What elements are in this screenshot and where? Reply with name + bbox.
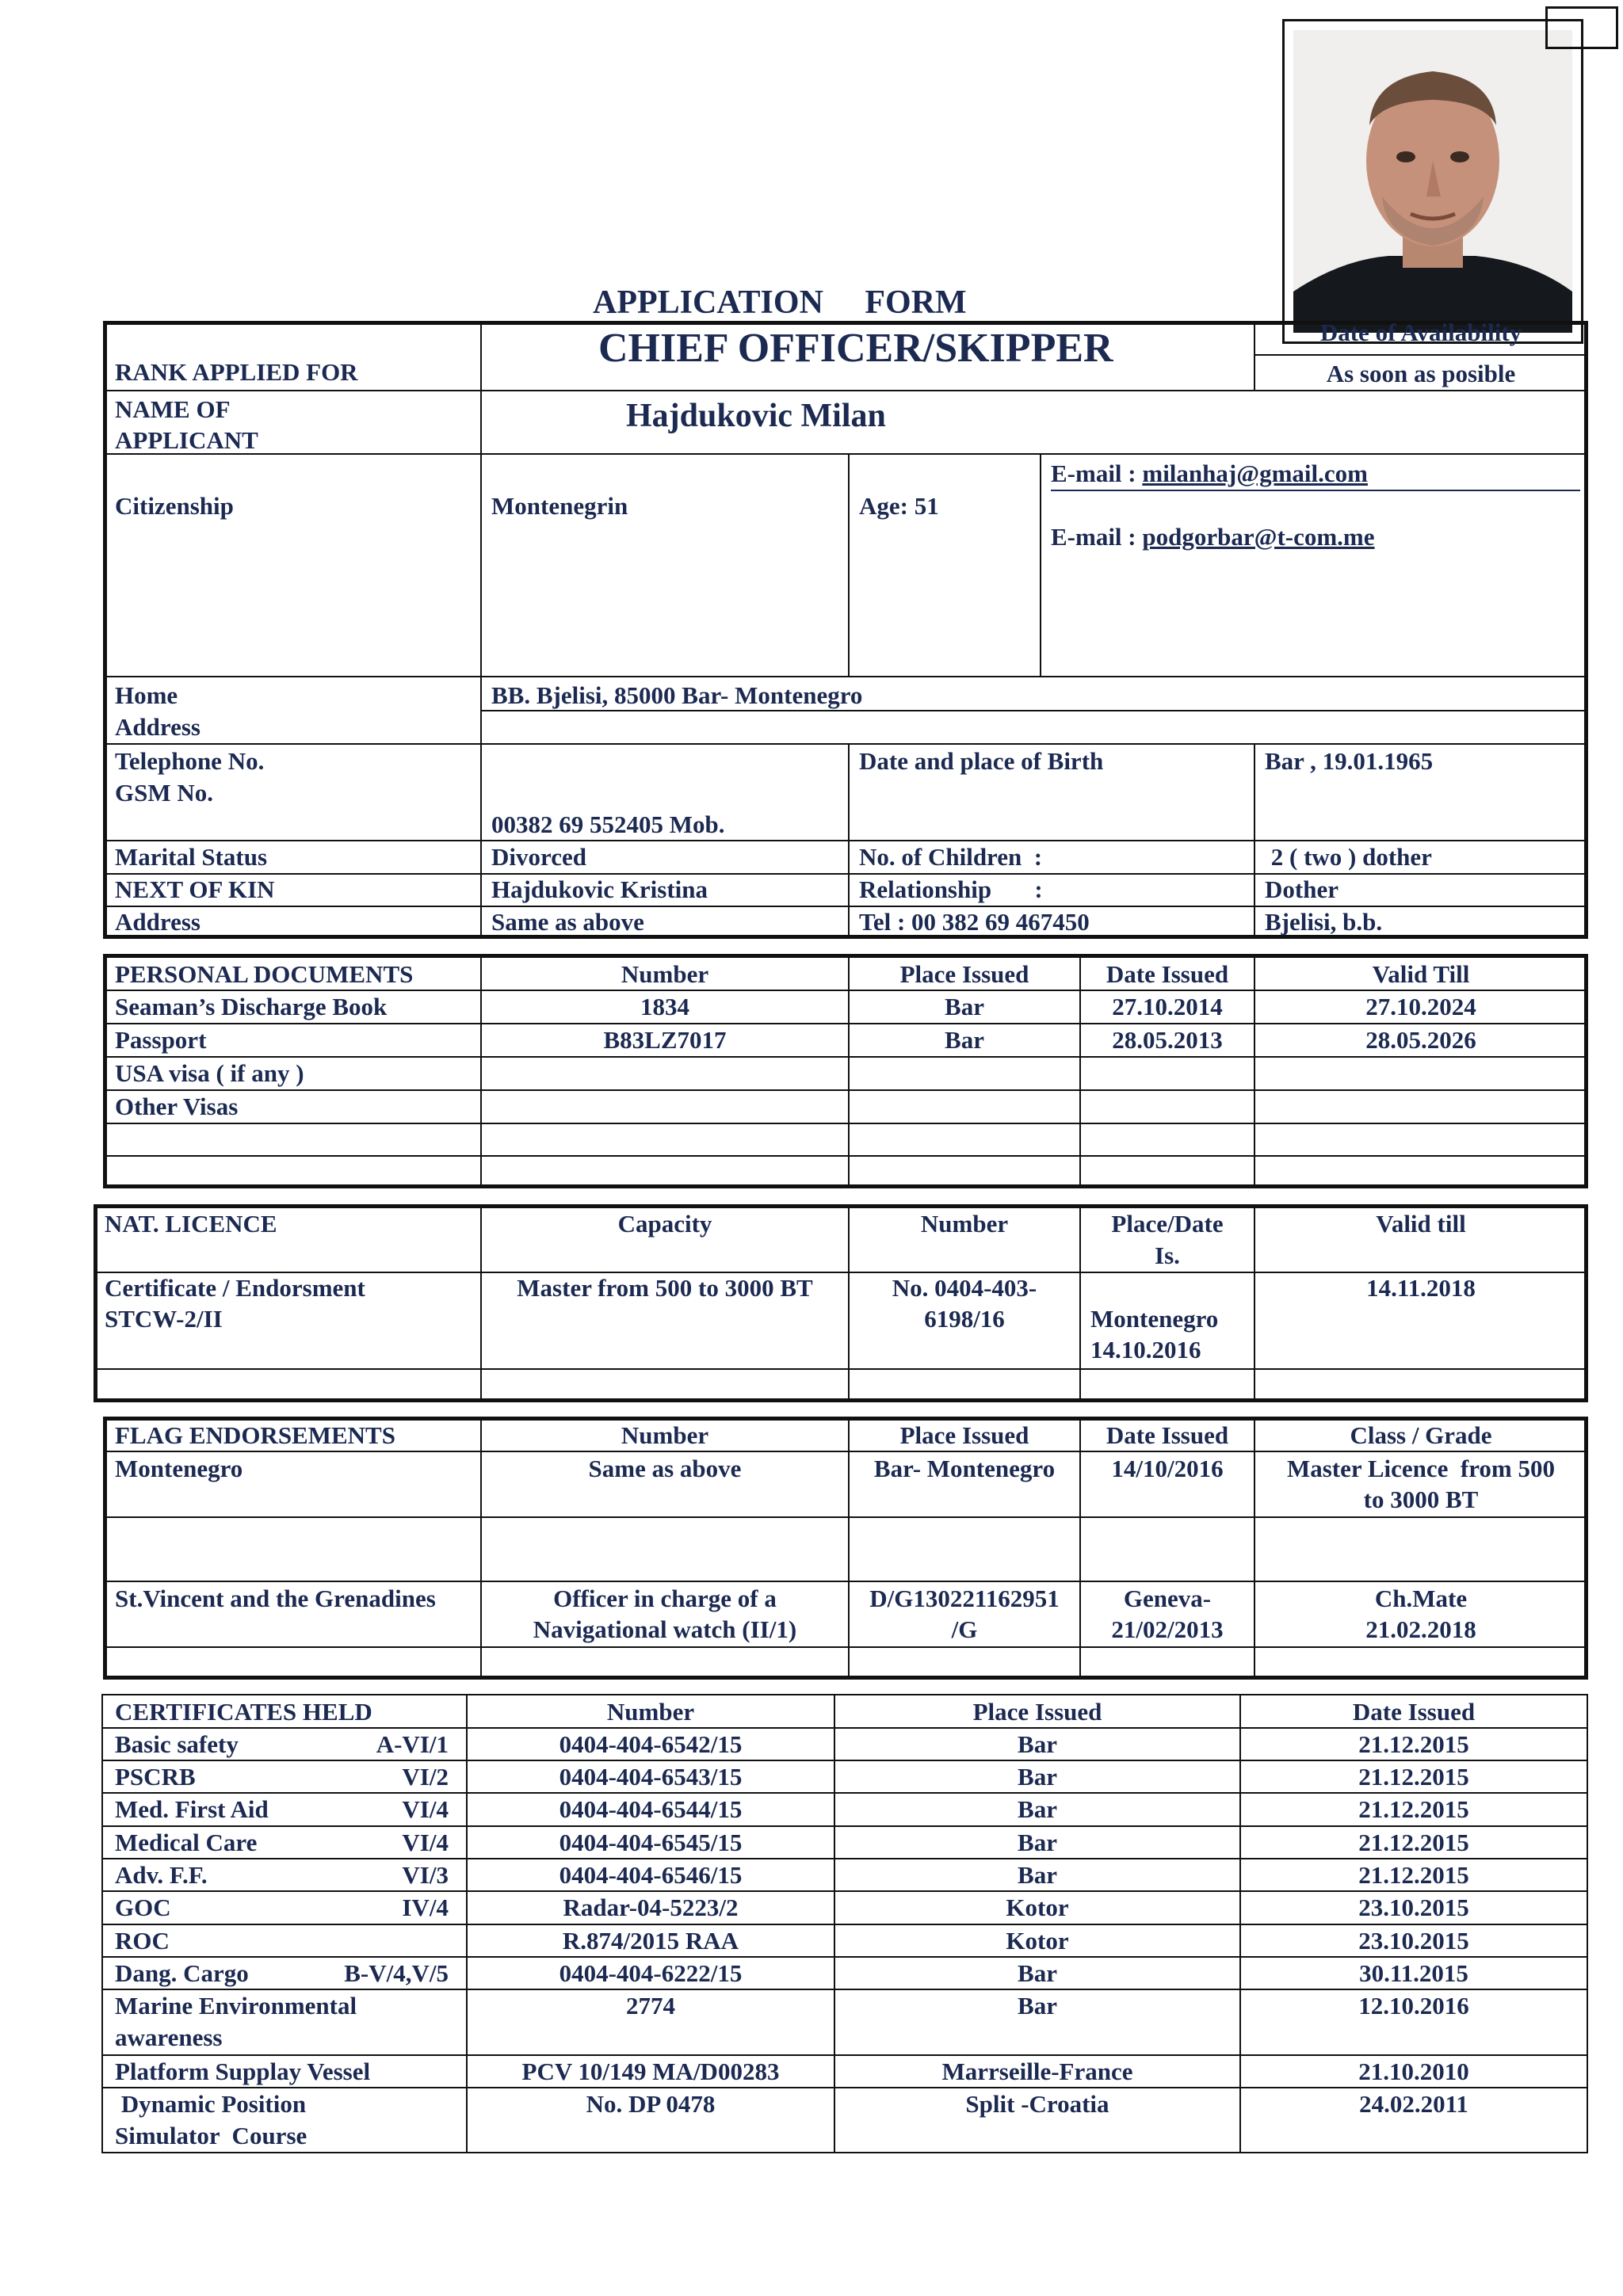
cert-place: Kotor xyxy=(1006,1927,1069,1955)
flag-row1-grade-line2: to 3000 BT xyxy=(1363,1486,1479,1513)
cert-header-place: Place Issued xyxy=(972,1698,1102,1726)
children-label: No. of Children : xyxy=(859,843,1043,871)
relationship-label: Relationship : xyxy=(859,875,1043,903)
cert-number: 0404-404-6546/15 xyxy=(559,1861,743,1889)
cert-header-date: Date Issued xyxy=(1352,1698,1476,1726)
flag-row2-number-line2: Navigational watch (II/1) xyxy=(533,1615,797,1643)
licence-label-line1: Certificate / Endorsment xyxy=(105,1274,365,1302)
email-1-label: E-mail : xyxy=(1051,460,1143,487)
flag-row2-grade-line1: Ch.Mate xyxy=(1374,1585,1468,1612)
cert-name-line2: Simulator Course xyxy=(115,2122,307,2149)
cert-number: 0404-404-6545/15 xyxy=(559,1829,743,1856)
cert-place: Bar xyxy=(1018,1730,1057,1758)
kin-value: Hajdukovic Kristina xyxy=(491,875,708,903)
rank-value: CHIEF OFFICER/SKIPPER xyxy=(598,326,1113,371)
cert-name: Dynamic Position xyxy=(115,2090,307,2118)
cert-code: A-VI/1 xyxy=(376,1730,449,1758)
cert-place: Kotor xyxy=(1006,1894,1069,1921)
flag-row1-number: Same as above xyxy=(588,1455,742,1482)
doc-row-other-visas: Other Visas xyxy=(115,1093,239,1120)
kin-label: NEXT OF KIN xyxy=(115,875,275,903)
home-value: BB. Bjelisi, 85000 Bar- Montenegro xyxy=(491,681,863,709)
flag-row1-country: Montenegro xyxy=(115,1455,243,1482)
cert-place: Bar xyxy=(1018,1861,1057,1889)
cert-date: 21.12.2015 xyxy=(1358,1795,1469,1823)
cert-name: Adv. F.F. xyxy=(115,1861,208,1889)
doc-row-usa-visa: USA visa ( if any ) xyxy=(115,1059,304,1087)
doc-seaman-number: 1834 xyxy=(640,993,689,1020)
licence-header-type: NAT. LICENCE xyxy=(105,1210,277,1238)
doc-seaman-date: 27.10.2014 xyxy=(1112,993,1223,1020)
doc-header-place: Place Issued xyxy=(899,960,1029,988)
cert-date: 23.10.2015 xyxy=(1358,1894,1469,1921)
licence-number-line2: 6198/16 xyxy=(924,1305,1005,1333)
email-1-link[interactable]: milanhaj@gmail.com xyxy=(1142,460,1368,487)
marital-value: Divorced xyxy=(491,843,586,871)
cert-number: 0404-404-6222/15 xyxy=(559,1959,743,1987)
cert-date: 24.02.2011 xyxy=(1359,2090,1468,2118)
cert-number: 0404-404-6543/15 xyxy=(559,1763,743,1791)
corner-box xyxy=(1545,6,1618,49)
email-2-label: E-mail : xyxy=(1051,523,1143,551)
doc-header-date: Date Issued xyxy=(1106,960,1229,988)
kin-address-label: Address xyxy=(115,908,200,936)
licence-header-place-date: Place/Date xyxy=(1111,1210,1224,1238)
cert-date: 21.12.2015 xyxy=(1358,1763,1469,1791)
licence-date: 14.10.2016 xyxy=(1090,1336,1201,1363)
kin-place: Bjelisi, b.b. xyxy=(1265,908,1383,936)
marital-label: Marital Status xyxy=(115,843,268,871)
relationship-value: Dother xyxy=(1265,875,1338,903)
flag-header-date: Date Issued xyxy=(1106,1421,1229,1449)
cert-code: IV/4 xyxy=(402,1894,449,1921)
doc-header-type: PERSONAL DOCUMENTS xyxy=(115,960,414,988)
home-label-line2: Address xyxy=(115,713,200,741)
cert-name: ROC xyxy=(115,1927,170,1955)
cert-name: Medical Care xyxy=(115,1829,258,1856)
email-2 xyxy=(1051,521,1375,553)
licence-capacity: Master from 500 to 3000 BT xyxy=(517,1274,813,1302)
cert-number: No. DP 0478 xyxy=(586,2090,716,2118)
doc-passport-place: Bar xyxy=(945,1026,984,1054)
availability-label: Date of Availability xyxy=(1319,323,1522,346)
citizenship-value: Montenegrin xyxy=(491,492,628,520)
cert-date: 21.12.2015 xyxy=(1358,1861,1469,1889)
cert-date: 30.11.2015 xyxy=(1359,1959,1468,1987)
licence-label-line2: STCW-2/II xyxy=(105,1305,223,1333)
applicant-name: Hajdukovic Milan xyxy=(626,398,886,434)
cert-header-number: Number xyxy=(606,1698,695,1726)
home-label-line1: Home xyxy=(115,681,178,709)
flag-row1-place: Bar- Montenegro xyxy=(873,1455,1056,1482)
cert-code: VI/4 xyxy=(402,1795,449,1823)
cert-number: 0404-404-6542/15 xyxy=(559,1730,743,1758)
cert-date: 21.12.2015 xyxy=(1358,1829,1469,1856)
cert-number: PCV 10/149 MA/D00283 xyxy=(521,2058,780,2085)
doc-seaman-place: Bar xyxy=(945,993,984,1020)
doc-passport-number: B83LZ7017 xyxy=(603,1026,727,1054)
cert-place: Bar xyxy=(1018,1795,1057,1823)
name-label-line2: APPLICANT xyxy=(115,426,258,454)
name-label-line1: NAME OF xyxy=(115,395,231,423)
cert-number: R.874/2015 RAA xyxy=(562,1927,739,1955)
doc-passport-date: 28.05.2013 xyxy=(1112,1026,1223,1054)
cert-place: Bar xyxy=(1018,1763,1057,1791)
portrait-image xyxy=(1293,30,1572,333)
form-title: APPLICATION FORM xyxy=(593,284,967,321)
flag-row1-date: 14/10/2016 xyxy=(1111,1455,1224,1482)
licence-place: Montenegro xyxy=(1090,1305,1219,1333)
age-value: Age: 51 xyxy=(859,492,939,520)
cert-code: VI/3 xyxy=(402,1861,449,1889)
cert-number: 2774 xyxy=(626,1992,675,2019)
birth-label: Date and place of Birth xyxy=(859,747,1104,775)
cert-name: Platform Supplay Vessel xyxy=(115,2058,371,2085)
cert-place: Marrseille-France xyxy=(941,2058,1133,2085)
cert-date: 21.12.2015 xyxy=(1358,1730,1469,1758)
cert-date: 21.10.2010 xyxy=(1358,2058,1469,2085)
licence-header-capacity: Capacity xyxy=(617,1210,712,1238)
doc-passport-valid: 28.05.2026 xyxy=(1365,1026,1476,1054)
availability-value: As soon as posible xyxy=(1326,360,1516,387)
cert-number: Radar-04-5223/2 xyxy=(563,1894,739,1921)
flag-row2-country: St.Vincent and the Grenadines xyxy=(115,1585,436,1612)
flag-row2-date-line2: 21/02/2013 xyxy=(1111,1615,1224,1643)
cert-name: PSCRB xyxy=(115,1763,196,1791)
cert-name: Med. First Aid xyxy=(115,1795,269,1823)
cert-date: 23.10.2015 xyxy=(1358,1927,1469,1955)
flag-row2-number-line1: Officer in charge of a xyxy=(553,1585,777,1612)
children-value: 2 ( two ) dother xyxy=(1265,843,1432,871)
cert-name-line2: awareness xyxy=(115,2023,223,2051)
birth-value: Bar , 19.01.1965 xyxy=(1265,747,1434,775)
cert-header-type: CERTIFICATES HELD xyxy=(115,1698,372,1726)
flag-header-number: Number xyxy=(621,1421,709,1449)
licence-header-number: Number xyxy=(920,1210,1009,1238)
cert-name: GOC xyxy=(115,1894,171,1921)
doc-header-number: Number xyxy=(621,960,709,988)
cert-number: 0404-404-6544/15 xyxy=(559,1795,743,1823)
cert-place: Bar xyxy=(1018,1829,1057,1856)
email-2-link[interactable]: podgorbar@t-com.me xyxy=(1142,523,1375,551)
doc-seaman-valid: 27.10.2024 xyxy=(1365,993,1476,1020)
doc-row-passport: Passport xyxy=(115,1026,207,1054)
cert-name: Dang. Cargo xyxy=(115,1959,249,1987)
cert-place: Bar xyxy=(1018,1959,1057,1987)
kin-address-value: Same as above xyxy=(491,908,644,936)
flag-header-place: Place Issued xyxy=(899,1421,1029,1449)
tel-value: 00382 69 552405 Mob. xyxy=(491,810,725,838)
flag-header-type: FLAG ENDORSEMENTS xyxy=(115,1421,395,1449)
cert-code: B-V/4,V/5 xyxy=(344,1959,449,1987)
licence-header-issued: Is. xyxy=(1155,1241,1180,1269)
tel-label-line1: Telephone No. xyxy=(115,747,265,775)
cert-code: VI/2 xyxy=(402,1763,449,1791)
flag-row2-date-line1: Geneva- xyxy=(1123,1585,1212,1612)
flag-row2-grade-line2: 21.02.2018 xyxy=(1365,1615,1476,1643)
applicant-photo xyxy=(1282,19,1583,344)
doc-header-valid: Valid Till xyxy=(1372,960,1470,988)
rank-label: RANK APPLIED FOR xyxy=(115,358,358,386)
kin-tel: Tel : 00 382 69 467450 xyxy=(859,908,1090,936)
tel-label-line2: GSM No. xyxy=(115,779,213,807)
cert-name: Marine Environmental xyxy=(115,1992,357,2019)
doc-row-seaman-book: Seaman’s Discharge Book xyxy=(115,993,388,1020)
flag-row2-place-line2: /G xyxy=(951,1615,978,1643)
citizenship-label: Citizenship xyxy=(115,492,234,520)
cert-place: Bar xyxy=(1018,1992,1057,2019)
flag-row2-place-line1: D/G130221162951 xyxy=(869,1585,1060,1612)
cert-date: 12.10.2016 xyxy=(1358,1992,1469,2019)
cert-name: Basic safety xyxy=(115,1730,239,1758)
flag-row1-grade-line1: Master Licence from 500 xyxy=(1286,1455,1556,1482)
licence-number-line1: No. 0404-403- xyxy=(892,1274,1037,1302)
cert-code: VI/4 xyxy=(402,1829,449,1856)
licence-header-valid: Valid till xyxy=(1376,1210,1466,1238)
flag-header-grade: Class / Grade xyxy=(1350,1421,1492,1449)
licence-valid: 14.11.2018 xyxy=(1366,1274,1476,1302)
cert-place: Split -Croatia xyxy=(965,2090,1109,2118)
email-1 xyxy=(1051,458,1580,491)
